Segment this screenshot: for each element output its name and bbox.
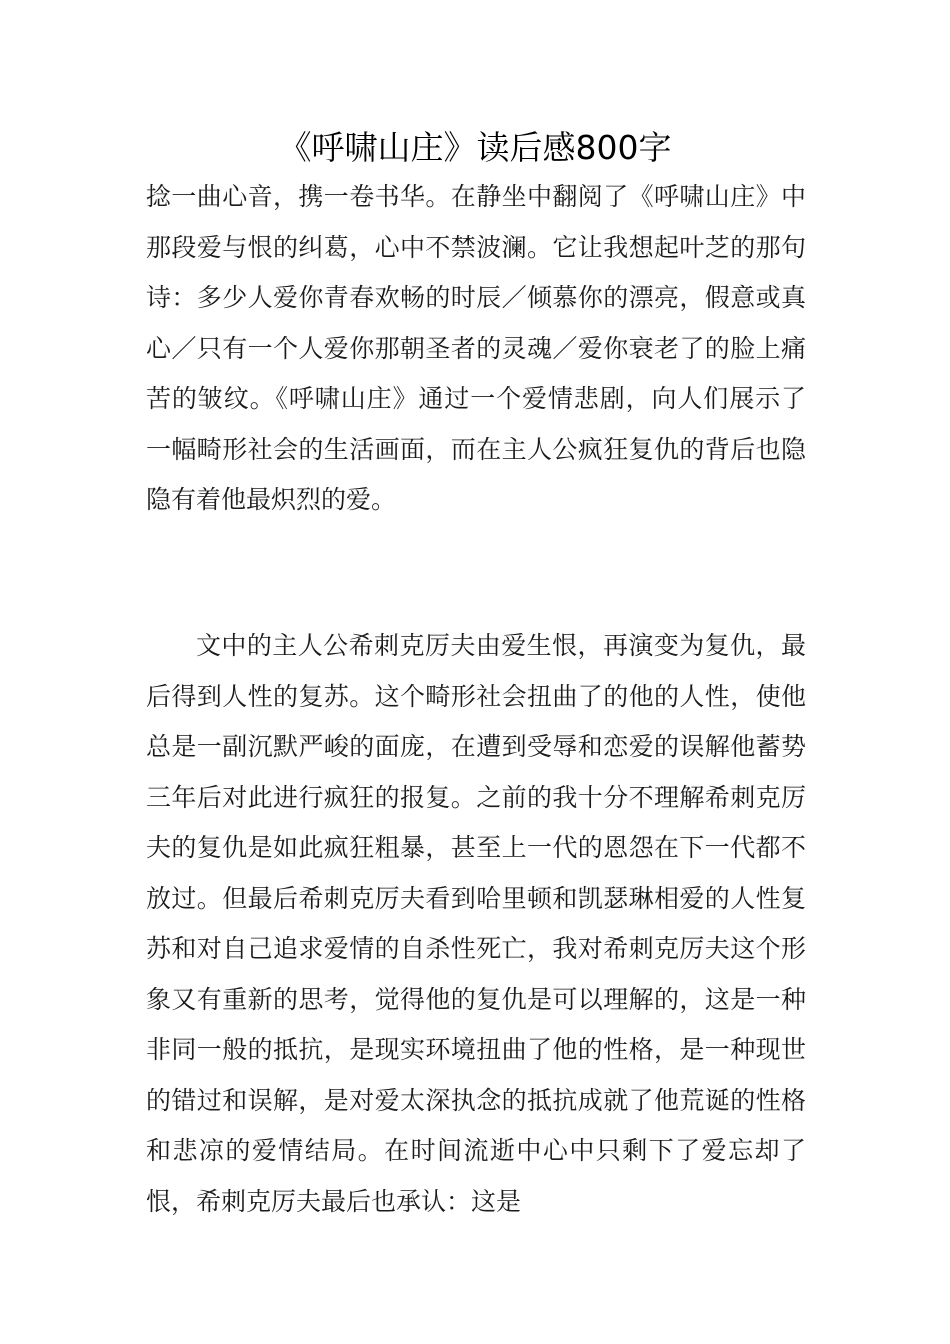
paragraph-body: 文中的主人公希刺克厉夫由爱生恨，再演变为复仇，最后得到人性的复苏。这个畸形社会扭曲了的他的人性，使他总是一副沉默严峻的面庞，在遭到受辱和恋爱的误解他蓄势三年后对此进行疯狂的报复。之前的我十分不理解希刺克厉夫的复仇是如此疯狂粗暴，甚至上一代的恩怨在下一代都不放过。但最后希刺克厉夫看到哈里顿和凯瑟琳相爱的人性复苏和对自己追求爱情的自杀性死亡，我对希刺克厉夫这个形象又有重新的思考，觉得他的复仇是可以理解的，这是一种非同一般的抵抗，是现实环境扭曲了他的性格，是一种现世的错过和误解，是对爱太深执念的抵抗成就了他荒诞的性格和悲凉的爱情结局。在时间流逝中心中只剩下了爱忘却了恨，希刺克厉夫最后也承认：这是	[146, 631, 806, 1216]
paragraph-intro: 捻一曲心音，携一卷书华。在静坐中翻阅了《呼啸山庄》中那段爱与恨的纠葛，心中不禁波澜。它让我想起叶芝的那句诗：多少人爱你青春欢畅的时辰／倾慕你的漂亮，假意或真心／只有一个人爱你那朝圣者的灵魂／爱你衰老了的脸上痛苦的皱纹。《呼啸山庄》通过一个爱情悲剧，向人们展示了一幅畸形社会的生活画面，而在主人公疯狂复仇的背后也隐隐有着他最炽烈的爱。	[146, 182, 806, 514]
document-title: 《呼啸山庄》读后感800字	[278, 128, 672, 167]
